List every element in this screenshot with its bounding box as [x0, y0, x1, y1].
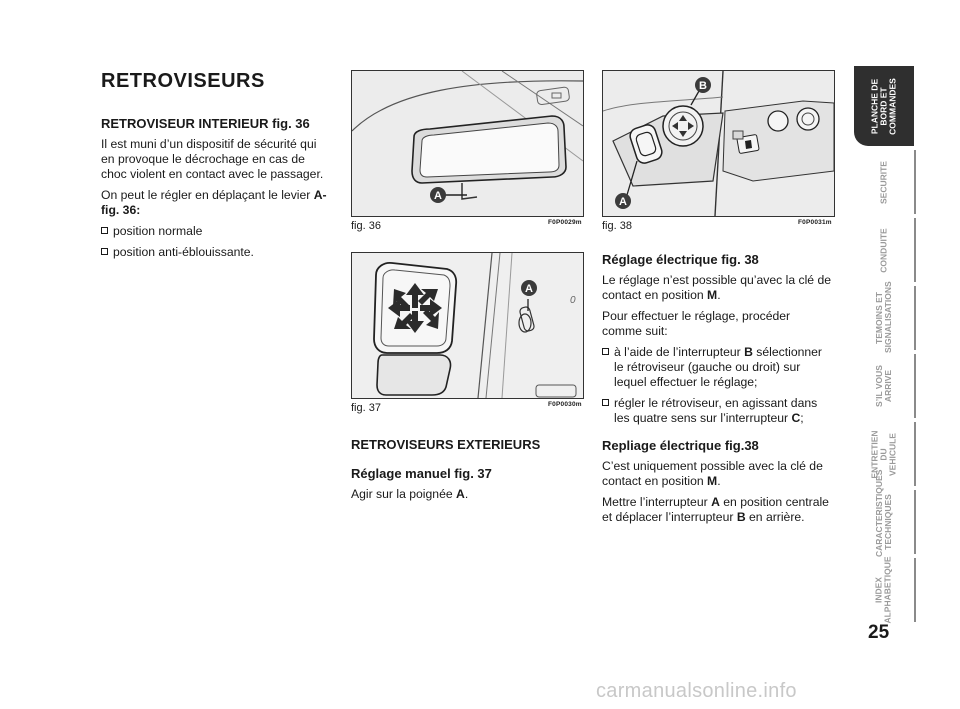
list-item: à l’aide de l’interrupteur B sélectionner le rétroviseur (gauche ou droit) sur lequel effectuer le réglage; [602, 345, 832, 390]
electric-adjust-procedure-text: Pour effectuer le réglage, procéder comme suit: [602, 309, 791, 338]
figure-38-mirror-switches [602, 70, 835, 217]
figure-37-exterior-mirror [351, 252, 584, 399]
figure-38-caption: fig. 38 [602, 220, 632, 232]
tab-entretien[interactable]: ENTRETIEN DU VEHICULE [854, 422, 916, 486]
manual-adjust-heading: Réglage manuel fig. 37 [351, 466, 492, 481]
electric-fold-text: C’est uniquement possible avec la clé de contact en position M. [602, 459, 823, 488]
list-item: position anti-éblouissante. [101, 245, 329, 260]
interior-mirror-adjust-text: On peut le régler en déplaçant le levier A-fig. 36: [101, 188, 327, 217]
figure-37-code: F0P0030m [548, 401, 582, 408]
column-interior-mirror [101, 116, 329, 266]
figure-38-label-b: B [699, 80, 707, 92]
figure-37-caption: fig. 37 [351, 402, 381, 414]
list-item: régler le rétroviseur, en agissant dans les quatre sens sur l’interrupteur C; [602, 396, 832, 426]
tab-temoins[interactable]: TEMOINS ET SIGNALISATIONS [854, 286, 916, 350]
page-number: 25 [868, 622, 890, 643]
electric-adjust-text: Le réglage n’est possible qu’avec la clé de contact en position M. [602, 273, 832, 302]
figure-36-code: F0P0029m [548, 219, 582, 226]
figure-36-caption: fig. 36 [351, 220, 381, 232]
column-electric-adjust [602, 252, 832, 531]
column-exterior-mirrors [351, 437, 581, 508]
figure-36-label-a: A [434, 190, 442, 202]
watermark: carmanualsonline.info [596, 680, 797, 702]
figure-37-label-a: A [525, 283, 533, 295]
tab-caracteristiques[interactable]: CARACTERISTIQUES TECHNIQUES [854, 490, 916, 554]
tab-index[interactable]: INDEX ALPHABETIQUE [854, 558, 916, 622]
electric-adjust-heading: Réglage électrique fig. 38 [602, 252, 759, 267]
tab-sil-vous-arrive[interactable]: S’IL VOUS ARRIVE [854, 354, 916, 418]
page-title: RETROVISEURS [101, 70, 265, 92]
figure-38-label-a: A [619, 196, 627, 208]
interior-mirror-heading: RETROVISEUR INTERIEUR fig. 36 [101, 116, 310, 131]
svg-text:0: 0 [570, 295, 576, 306]
manual-adjust-text: Agir sur la poignée A. [351, 487, 469, 501]
electric-fold-heading: Repliage électrique fig.38 [602, 438, 759, 453]
tab-securite[interactable]: SECURITE [854, 150, 916, 214]
tab-planche-de-bord[interactable]: PLANCHE DE BORD ET COMMANDES [854, 66, 914, 146]
figure-36-interior-mirror [351, 70, 584, 217]
figure-38-code: F0P0031m [798, 219, 832, 226]
tab-conduite[interactable]: CONDUITE [854, 218, 916, 282]
exterior-mirrors-heading: RETROVISEURS EXTERIEURS [351, 437, 541, 452]
interior-mirror-text: Il est muni d’un dispositif de sécurité qui en provoque le décrochage en cas de choc violent en contact avec le passager. [101, 137, 324, 181]
electric-fold-procedure-text: Mettre l’interrupteur A en position centrale et déplacer l’interrupteur B en arrière. [602, 495, 829, 524]
list-item: position normale [101, 224, 329, 239]
